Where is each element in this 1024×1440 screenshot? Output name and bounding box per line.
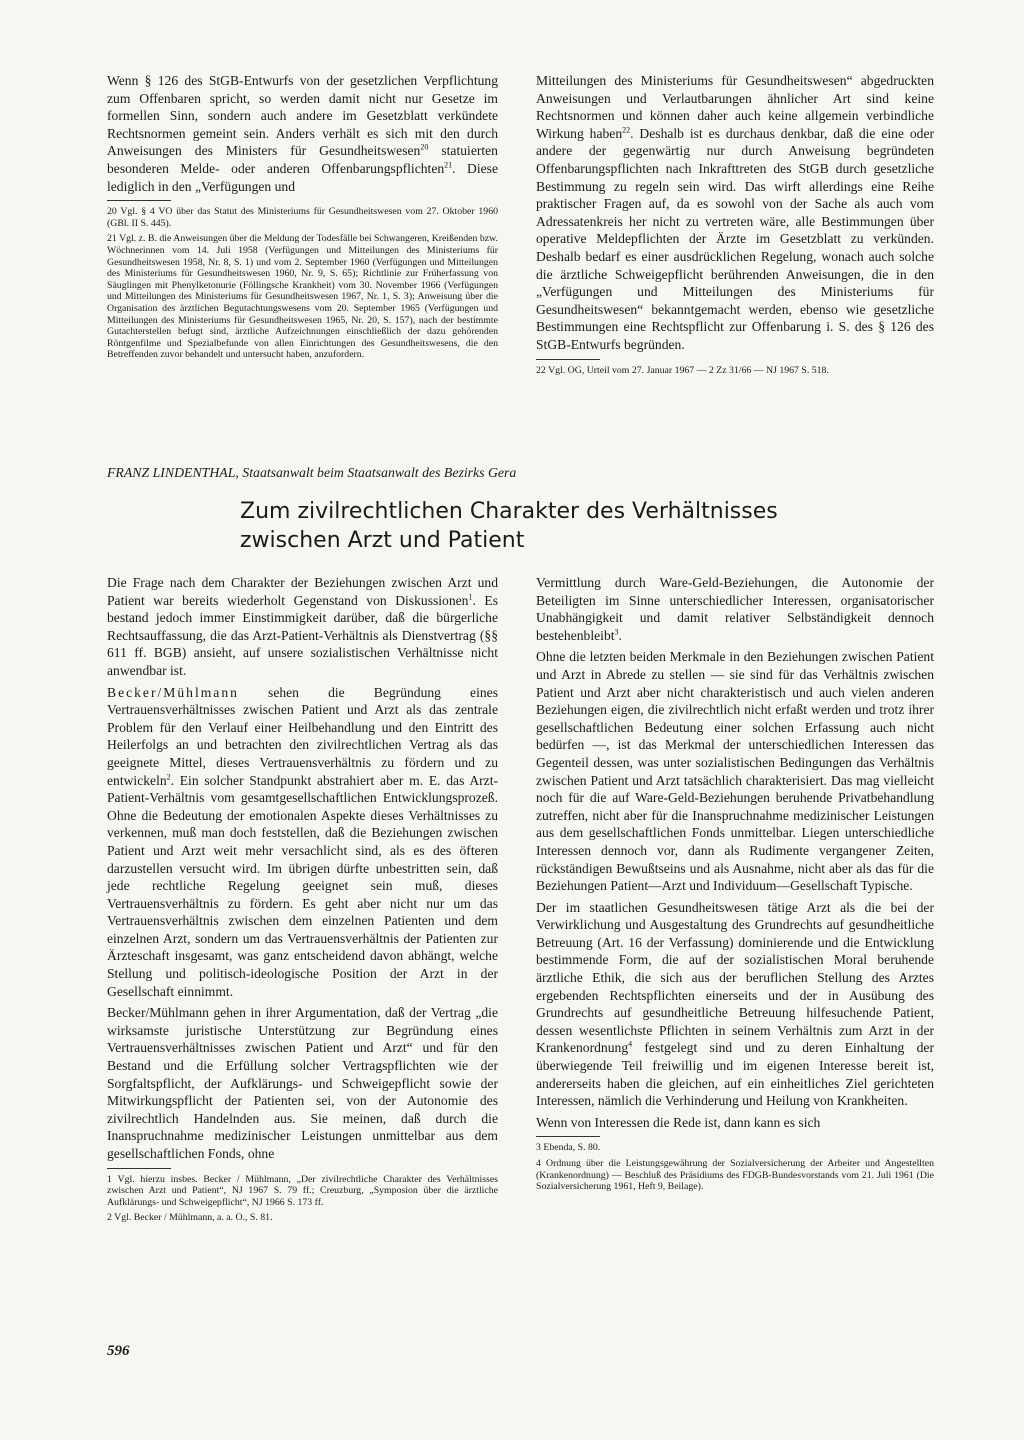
footnote-1: 1 Vgl. hierzu insbes. Becker / Mühlmann, „Der zivilrechtliche Charakter des Verhältnisses zwischen Arzt und Patient“, NJ 1967 S. 79 ff.; Creuzburg, „Symposion über die ärztliche Aufklärungs- und Schweigepflicht“, NJ 1966 S. 173 ff. [107, 1173, 498, 1208]
paragraph: Die Frage nach dem Charakter der Beziehungen zwischen Arzt und Patient war bereits wiederholt Gegenstand von Diskussionen$^1$. Es bestand jedoch immer Einstimmigkeit darüber, daß die bürgerliche Rechtsauffassung, die das Arzt-Patient-Verhältnis als Dienstvertrag (§§ 611 ff. BGB) ansieht, auf unsere sozialistischen Verhältnisse nicht anwendbar ist. [107, 575, 499, 678]
footnote-21: 21 Vgl. z. B. die Anweisungen über die Meldung der Todesfälle bei Schwangeren, Kreißenden bzw. Wöchnerinnen vom 14. Juli 1958 (Verfügungen und Mitteilungen des Ministeriums für Gesundheitswesen 1958, Nr. 8, S. 1) und vom 2. September 1960 (Verfügungen und Mitteilungen des Ministeriums für Gesundheitswesen 1960, Nr. 9, S. 65); Richtlinie zur Früherfassung von Säuglingen mit Phenylketonurie (Föllingsche Krankheit) vom 30. November 1966 (Verfügungen und Mitteilungen des Ministeriums für Gesundheitswesen 1967, Nr. 1, S. 3); Anweisung über die Organisation des ärztlichen Begutachtungswesens vom 20. September 1965 (Verfügungen und Mitteilungen des Ministeriums für Gesundheitswesen 1965, Nr. 20, S. 157), nach der bestimmte Gutachterstellen befugt sind, ärztliche Aufzeichnungen einschließlich der dazu gehörenden Röntgenfilme und Spezialbefunde von allen Einrichtungen des Gesundheitswesens, die den Betreffenden zuvor behandelt und untersucht haben, anzufordern. [107, 233, 498, 361]
footnote-ref: 22 [622, 125, 631, 135]
footnote-2: 2 Vgl. Becker / Mühlmann, a. a. O., S. 81. [107, 1212, 273, 1224]
footnote-divider [107, 1168, 171, 1169]
footnote-3: 3 Ebenda, S. 80. [536, 1142, 601, 1154]
paragraph: Wenn § 126 des StGB-Entwurfs von der gesetzlichen Verpflichtung zum Offenbaren spricht, so werden damit nicht nur Gesetze im formellen Sinn, sondern auch andere im Gesetzblatt verkündete Rechtsnormen gemeint sein. Anders verhält es sich mit den durch Anweisungen des Ministers für Gesundheitswesen$^{20}$ statuierten besonderen Melde- oder anderen Offenbarungspflichten$^{21}$. Diese lediglich in den „Verfügungen und [107, 73, 499, 194]
paragraph: Becker/Mühlmann sehen die Begründung eines Vertrauensverhältnisses zwischen Patient und Arzt als das zentrale Problem für den Verlauf einer Heilbehandlung und den Eintritt des Heilerfolgs an und betrachten den zivilrechtlichen Vertrag als das geeignete Mittel, dieses Vertrauensverhältnis zu fördern und zu entwickeln$^2$. Ein solcher Standpunkt abstrahiert aber m. E. das Arzt-Patient-Verhältnis vom gesamtgesellschaftlichen Entwicklungsprozeß. Ohne die Bedeutung der emotionalen Aspekte dieses Verhältnisses zu verkennen, muß man doch feststellen, daß die Beziehungen zwischen Patient und Arzt weit mehr versachlicht sind, als es des öfteren darzustellen versucht wird. Im übrigen dürfte unbestritten sein, daß jede rechtliche Regelung geeignet sein muß, dieses Vertrauensverhältnis zu fördern. Es geht aber nicht nur um das Vertrauensverhältnis zwischen dem einzelnen Patienten und dem einzelnen Arzt, sondern um das Vertrauensverhältnis der Patienten zur Ärzteschaft insgesamt, was ganz entscheidend davon abhängt, welche Stellung und politisch-ideologische Position der Arzt in der Gesellschaft einnimmt. [107, 684, 498, 999]
page-number: 596 [107, 1343, 130, 1359]
article-title [240, 497, 840, 555]
author-names: Becker/Mühlmann [107, 684, 239, 700]
top-right-column [536, 72, 934, 380]
footnote-divider [107, 200, 171, 201]
footnote-ref: 21 [444, 160, 453, 170]
footnote-20: 20 Vgl. § 4 VO über das Statut des Ministeriums für Gesundheitswesen vom 27. Oktober 1960 (GBl. II S. 445). [107, 206, 498, 229]
paragraph: Der im staatlichen Gesundheitswesen tätige Arzt als die bei der Verwirklichung und Ausgestaltung des Grundrechts auf gesundheitliche Betreuung (Art. 16 der Verfassung) dominierende und die Entwicklung bestimmende Form, die auf der sozialistischen Moral beruhende ärztliche Ethik, die sich aus der beruflichen Stellung des Arztes ergebenden Rechtspflichten einerseits und der in Ausübung des Grundrechts auf gesundheitliche Betreuung hilfesuchende Patient, dessen wesentlichste Pflichten in seinem Verhältnis zum Arzt in der Krankenordnung$^4$ festgelegt sind und zu deren Einhaltung der überwiegende Teil freiwillig und im eigenen Interesse bereit ist, andererseits haben die gleichen, auf ein einheitliches Ziel gerichteten Interessen, nämlich die Verhinderung und Heilung von Krankheiten. [536, 899, 934, 1109]
footnote-ref: 3 [614, 627, 619, 637]
paragraph: Wenn von Interessen die Rede ist, dann kann es sich [536, 1114, 821, 1130]
paragraph: Vermittlung durch Ware-Geld-Beziehungen, die Autonomie der Beteiligten im Sinne unterschiedlicher Interessen, organisatorischer Unabhängigkeit und damit relativer Selbständigkeit dennoch bestehenbleibt$^3$. [536, 575, 934, 643]
footnote-ref: 20 [420, 142, 429, 152]
footnote-ref: 1 [468, 592, 473, 602]
top-left-column [107, 72, 498, 365]
paragraph: Ohne die letzten beiden Merkmale in den Beziehungen zwischen Patient und Arzt in Abrede zu stellen — sie sind für das Verhältnis zwischen Patient und Arzt aber nicht charakteristisch und auch vielen anderen Beziehungen eigen, die zivilrechtlich nicht erfaßt werden und trotz ihrer gesellschaftlichen Bedeutung einer solchen Erfassung auch nicht bedürfen —, ist das Merkmal der unterschiedlichen Interessen das Gegenteil dessen, was unter sozialistischen Bedingungen das Verhältnis zwischen Patient und Arzt tatsächlich charakterisiert. Das mag vielleicht noch für die auf Ware-Geld-Beziehungen beruhende Privatbehandlung zutreffen, nicht aber für die Inanspruchnahme medizinischer Leistungen aus dem gesellschaftlichen Fonds unmittelbar. Liegen unterschiedliche Interessen dennoch vor, dann als Rudimente vergangener Zeiten, rückständigen Bewußtseins und als Ausnahme, nicht aber als das für die Beziehungen Patient—Arzt und Individuum—Gesellschaft Typische. [536, 649, 934, 894]
footnote-divider [536, 359, 600, 360]
footnote-4: 4 Ordnung über die Leistungsgewährung der Sozialversicherung der Arbeiter und Angestellten (Krankenordnung) — Beschluß des Präsidiums des FDGB-Bundesvorstands vom 21. Juli 1961 (Die Sozialversicherung 1961, Heft 9, Beilage). [536, 1158, 934, 1193]
title-line-2: zwischen Arzt und Patient [240, 528, 525, 553]
author-byline: FRANZ LINDENTHAL, Staatsanwalt beim Staatsanwalt des Bezirks Gera [107, 465, 517, 480]
article-right-column [536, 574, 934, 1197]
article-left-column [107, 574, 498, 1228]
title-line-1: Zum zivilrechtlichen Charakter des Verhältnisses [240, 499, 778, 524]
paragraph: Becker/Mühlmann gehen in ihrer Argumentation, daß der Vertrag „die wirksamste juristische Unterstützung zur Begründung eines Vertrauensverhältnisses zwischen Patient und Arzt“ und für den Bestand und die Erfüllung solcher Vertragspflichten wie der Sorgfaltspflicht, der Aufklärungs- und Schweigepflicht sowie der Mitwirkungspflicht der Patienten sei, von der Autonomie des zivilrechtlich Handelnden aus. Sie meinen, daß durch die Inanspruchnahme medizinischer Leistungen unmittelbar aus dem gesellschaftlichen Fonds, ohne [107, 1005, 498, 1161]
footnote-22: 22 Vgl. OG, Urteil vom 27. Januar 1967 — 2 Zz 31/66 — NJ 1967 S. 518. [536, 364, 829, 376]
footnote-ref: 2 [166, 772, 171, 781]
paragraph: Mitteilungen des Ministeriums für Gesundheitswesen“ abgedruckten Anweisungen und Verlautbarungen ähnlicher Art sind keine Rechtsnormen und können daher auch keine allgemein verbindliche Wirkung haben$^{22}$. Deshalb ist es durchaus denkbar, daß die eine oder andere der gegenwärtig nur durch Anweisung begründeten Offenbarungspflichten nach Inkrafttreten des StGB durch gesetzliche Bestimmung zu regeln sein wird. Das wirft allerdings eine Reihe praktischer Fragen auf, da es sowohl von der Sache als auch vom Adressatenkreis her nicht zu vertreten wäre, alle Bestimmungen über operative Meldepflichten der Ärzte im Gesetzblatt zu verkünden. Deshalb bedarf es einer ausdrücklichen Regelung, wonach auch solche die ärztliche Schweigepflicht berührenden Anweisungen, die in den „Verfügungen und Mitteilungen des Ministeriums für Gesundheitswesen“ bekanntgemacht werden, ebenso wie gesetzliche Bestimmungen eine Rechtspflicht zur Offenbarung i. S. des § 126 des StGB-Entwurfs begründen. [536, 73, 935, 352]
footnote-divider [536, 1136, 600, 1137]
footnote-ref: 4 [628, 1039, 633, 1049]
